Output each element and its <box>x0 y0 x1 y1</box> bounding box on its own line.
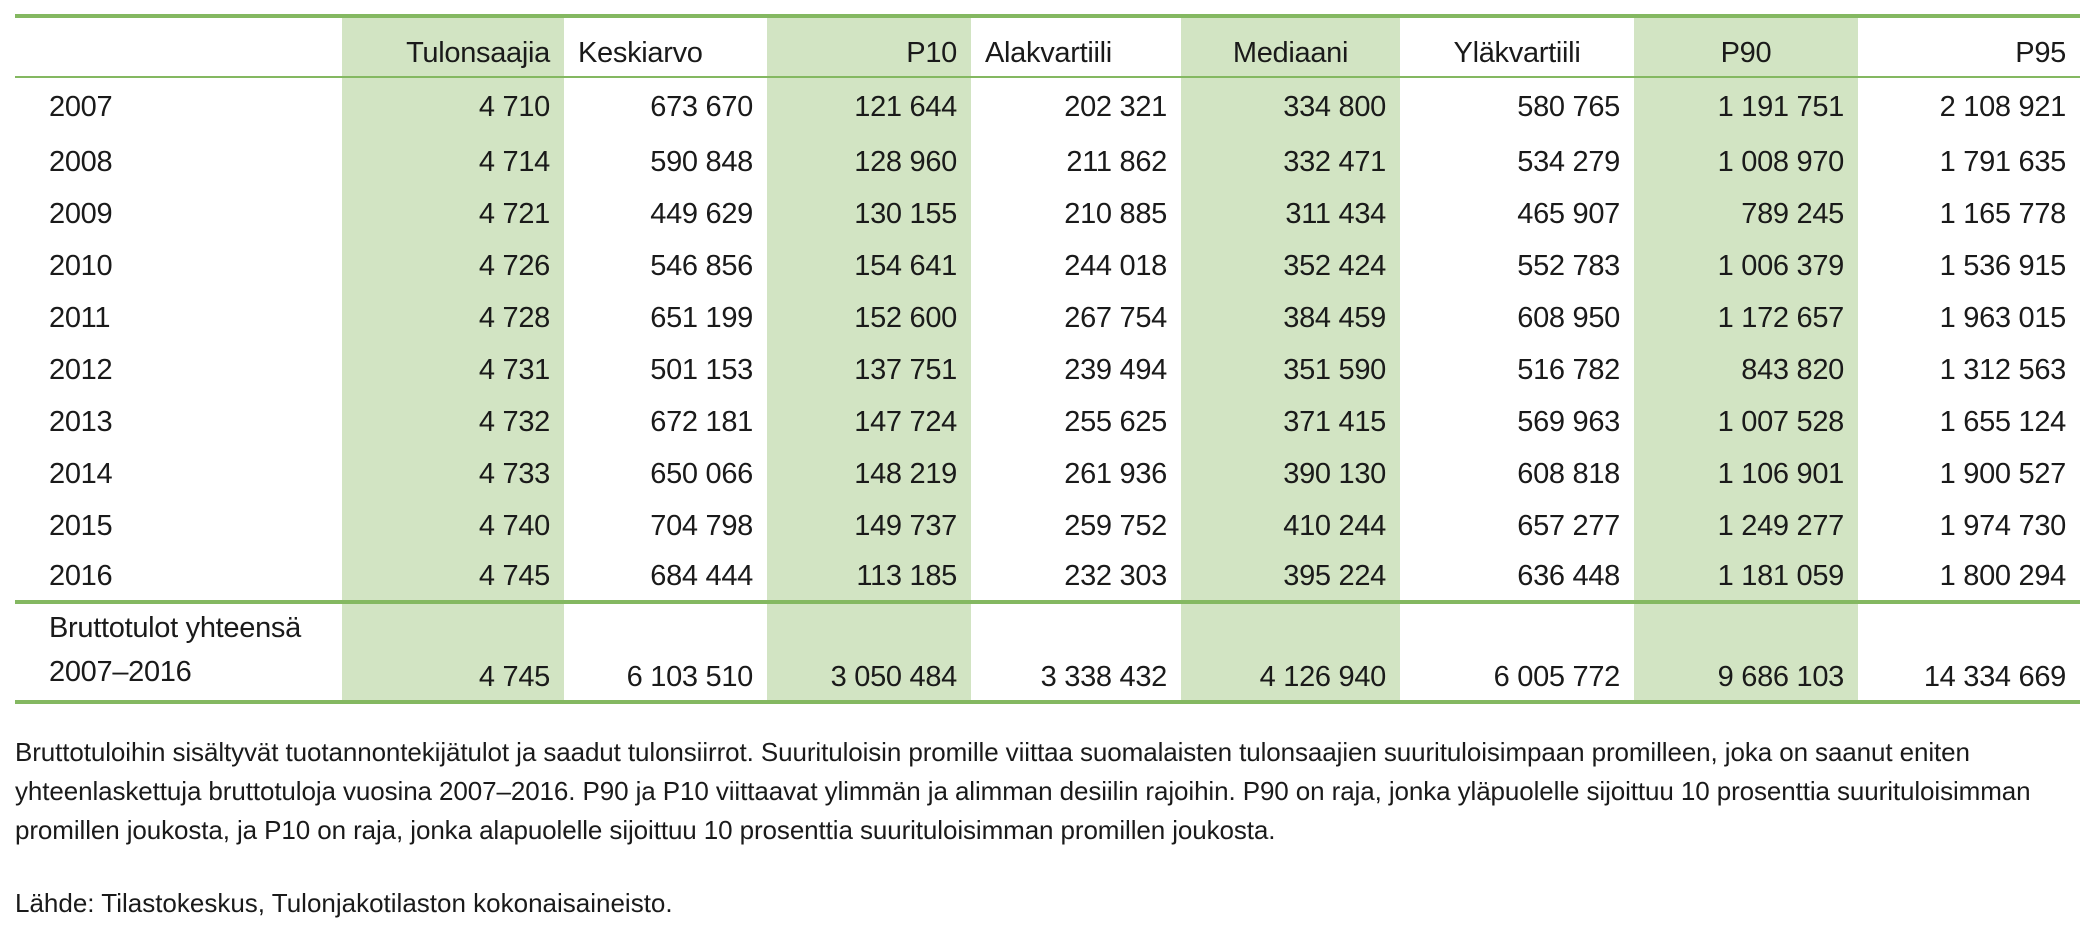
table-row <box>15 552 2080 602</box>
table-note: Bruttotuloihin sisältyvät tuotannontekijätulot ja saadut tulonsiirrot. Suurituloisin promille viittaa suomalaisten tulonsaajien suurituloisimpaan promilleen, joka on saanut eniten yhteenlaskettuja bruttotuloja vuosina 2007–2016. P90 ja P10 viittaavat ylimmän ja alimman desiilin rajoihin. P90 on raja, jonka yläpuolelle sijoittuu 10 prosenttia suurituloisimman promillen joukosta, ja P10 on raja, jonka alapuolelle sijoittuu 10 prosenttia suurituloisimman promillen joukosta. <box>15 737 2031 845</box>
cell-alakvartiili: 261 936 <box>1064 457 1167 490</box>
cell-keskiarvo: 684 444 <box>650 559 753 592</box>
cell-p10: 128 960 <box>767 136 971 188</box>
cell-ylakvartiili: 465 907 <box>1517 197 1620 230</box>
total-row <box>15 602 2080 702</box>
cell-p90: 843 820 <box>1634 344 1858 396</box>
total-cell-tulonsaajia: 4 745 <box>342 602 564 702</box>
header-tulonsaajia: Tulonsaajia <box>342 16 564 77</box>
cell-alakvartiili: 244 018 <box>1064 249 1167 282</box>
cell-ylakvartiili: 608 950 <box>1517 301 1620 334</box>
cell-p10: 113 185 <box>767 552 971 602</box>
header-keskiarvo: Keskiarvo <box>578 37 703 69</box>
cell-mediaani: 311 434 <box>1181 188 1400 240</box>
cell-p95: 1 312 563 <box>1939 353 2066 386</box>
cell-alakvartiili: 259 752 <box>1064 509 1167 542</box>
table-row <box>15 136 2080 188</box>
cell-keskiarvo: 704 798 <box>650 509 753 542</box>
total-cell-mediaani: 4 126 940 <box>1181 602 1400 702</box>
cell-p90: 1 249 277 <box>1634 500 1858 552</box>
cell-p95: 2 108 921 <box>1939 90 2066 123</box>
cell-tulonsaajia: 4 714 <box>342 136 564 188</box>
total-cell-p95: 14 334 669 <box>1923 661 2066 693</box>
cell-tulonsaajia: 4 745 <box>342 552 564 602</box>
cell-year: 2008 <box>49 145 113 178</box>
total-cell-p90: 9 686 103 <box>1634 602 1858 702</box>
cell-p90: 1 191 751 <box>1634 77 1858 136</box>
cell-year: 2009 <box>49 197 113 230</box>
table-footer <box>15 602 2080 702</box>
cell-alakvartiili: 211 862 <box>1066 145 1167 178</box>
header-p90: P90 <box>1634 16 1858 77</box>
cell-p10: 149 737 <box>767 500 971 552</box>
cell-keskiarvo: 651 199 <box>650 301 753 334</box>
cell-alakvartiili: 232 303 <box>1064 559 1167 592</box>
cell-p95: 1 800 294 <box>1939 559 2066 592</box>
cell-year: 2016 <box>49 559 113 592</box>
cell-p10: 147 724 <box>767 396 971 448</box>
cell-alakvartiili: 210 885 <box>1064 197 1167 230</box>
cell-tulonsaajia: 4 728 <box>342 292 564 344</box>
cell-p10: 121 644 <box>767 77 971 136</box>
table-row <box>15 188 2080 240</box>
total-cell-p10: 3 050 484 <box>767 602 971 702</box>
cell-p90: 1 008 970 <box>1634 136 1858 188</box>
cell-ylakvartiili: 516 782 <box>1517 353 1620 386</box>
cell-ylakvartiili: 569 963 <box>1517 405 1620 438</box>
cell-ylakvartiili: 608 818 <box>1517 457 1620 490</box>
header-mediaani: Mediaani <box>1181 16 1400 77</box>
cell-ylakvartiili: 580 765 <box>1517 90 1620 123</box>
header-p95: P95 <box>2015 37 2066 69</box>
cell-ylakvartiili: 552 783 <box>1517 249 1620 282</box>
cell-mediaani: 371 415 <box>1181 396 1400 448</box>
header-p10: P10 <box>767 16 971 77</box>
cell-year: 2015 <box>49 509 113 542</box>
table-row <box>15 240 2080 292</box>
cell-alakvartiili: 239 494 <box>1064 353 1167 386</box>
total-cell-keskiarvo: 6 103 510 <box>626 661 753 693</box>
cell-tulonsaajia: 4 733 <box>342 448 564 500</box>
cell-year: 2010 <box>49 249 113 282</box>
table-row <box>15 500 2080 552</box>
cell-p10: 148 219 <box>767 448 971 500</box>
cell-keskiarvo: 672 181 <box>650 405 753 438</box>
table-row <box>15 396 2080 448</box>
cell-ylakvartiili: 657 277 <box>1517 509 1620 542</box>
cell-tulonsaajia: 4 721 <box>342 188 564 240</box>
cell-mediaani: 384 459 <box>1181 292 1400 344</box>
cell-keskiarvo: 590 848 <box>650 145 753 178</box>
income-table-container <box>15 14 2080 704</box>
cell-keskiarvo: 650 066 <box>650 457 753 490</box>
cell-p90: 1 106 901 <box>1634 448 1858 500</box>
table-row <box>15 292 2080 344</box>
header-row <box>15 16 2080 77</box>
cell-p90: 1 007 528 <box>1634 396 1858 448</box>
cell-year: 2014 <box>49 457 113 490</box>
cell-keskiarvo: 546 856 <box>650 249 753 282</box>
cell-mediaani: 352 424 <box>1181 240 1400 292</box>
cell-p95: 1 536 915 <box>1939 249 2066 282</box>
cell-tulonsaajia: 4 726 <box>342 240 564 292</box>
cell-p10: 130 155 <box>767 188 971 240</box>
cell-mediaani: 390 130 <box>1181 448 1400 500</box>
income-statistics-table <box>15 14 2080 704</box>
table-body <box>15 77 2080 602</box>
table-header <box>15 16 2080 77</box>
cell-p90: 789 245 <box>1634 188 1858 240</box>
total-label-line2: 2007–2016 <box>49 656 192 688</box>
cell-p10: 152 600 <box>767 292 971 344</box>
cell-year: 2012 <box>49 353 113 386</box>
header-ylakvartiili: Yläkvartiili <box>1453 37 1581 69</box>
header-year <box>15 16 342 77</box>
table-row <box>15 344 2080 396</box>
cell-year: 2011 <box>49 301 111 334</box>
cell-mediaani: 395 224 <box>1181 552 1400 602</box>
cell-mediaani: 334 800 <box>1181 77 1400 136</box>
cell-p95: 1 963 015 <box>1939 301 2066 334</box>
cell-mediaani: 332 471 <box>1181 136 1400 188</box>
cell-alakvartiili: 267 754 <box>1064 301 1167 334</box>
cell-tulonsaajia: 4 740 <box>342 500 564 552</box>
cell-tulonsaajia: 4 732 <box>342 396 564 448</box>
total-label <box>15 602 342 702</box>
cell-mediaani: 351 590 <box>1181 344 1400 396</box>
table-row <box>15 448 2080 500</box>
cell-p90: 1 181 059 <box>1634 552 1858 602</box>
cell-p10: 137 751 <box>767 344 971 396</box>
cell-p10: 154 641 <box>767 240 971 292</box>
cell-alakvartiili: 202 321 <box>1064 90 1167 123</box>
cell-keskiarvo: 501 153 <box>650 353 753 386</box>
cell-p95: 1 655 124 <box>1939 405 2066 438</box>
cell-p90: 1 006 379 <box>1634 240 1858 292</box>
cell-keskiarvo: 673 670 <box>650 90 753 123</box>
cell-p95: 1 165 778 <box>1939 197 2066 230</box>
total-label-line1: Bruttotulot yhteensä <box>49 612 301 644</box>
cell-p95: 1 900 527 <box>1939 457 2066 490</box>
cell-ylakvartiili: 636 448 <box>1517 559 1620 592</box>
cell-tulonsaajia: 4 710 <box>342 77 564 136</box>
cell-p95: 1 791 635 <box>1939 145 2066 178</box>
cell-alakvartiili: 255 625 <box>1064 405 1167 438</box>
table-row <box>15 77 2080 136</box>
cell-year: 2007 <box>49 90 113 123</box>
cell-p90: 1 172 657 <box>1634 292 1858 344</box>
total-cell-ylakvartiili: 6 005 772 <box>1493 661 1620 693</box>
cell-year: 2013 <box>49 405 113 438</box>
cell-mediaani: 410 244 <box>1181 500 1400 552</box>
total-cell-alakvartiili: 3 338 432 <box>1040 661 1167 693</box>
cell-ylakvartiili: 534 279 <box>1517 145 1620 178</box>
header-alakvartiili: Alakvartiili <box>985 37 1112 69</box>
cell-p95: 1 974 730 <box>1939 509 2066 542</box>
cell-keskiarvo: 449 629 <box>650 197 753 230</box>
cell-tulonsaajia: 4 731 <box>342 344 564 396</box>
table-source: Lähde: Tilastokeskus, Tulonjakotilaston kokonaisaineisto. <box>15 888 673 918</box>
